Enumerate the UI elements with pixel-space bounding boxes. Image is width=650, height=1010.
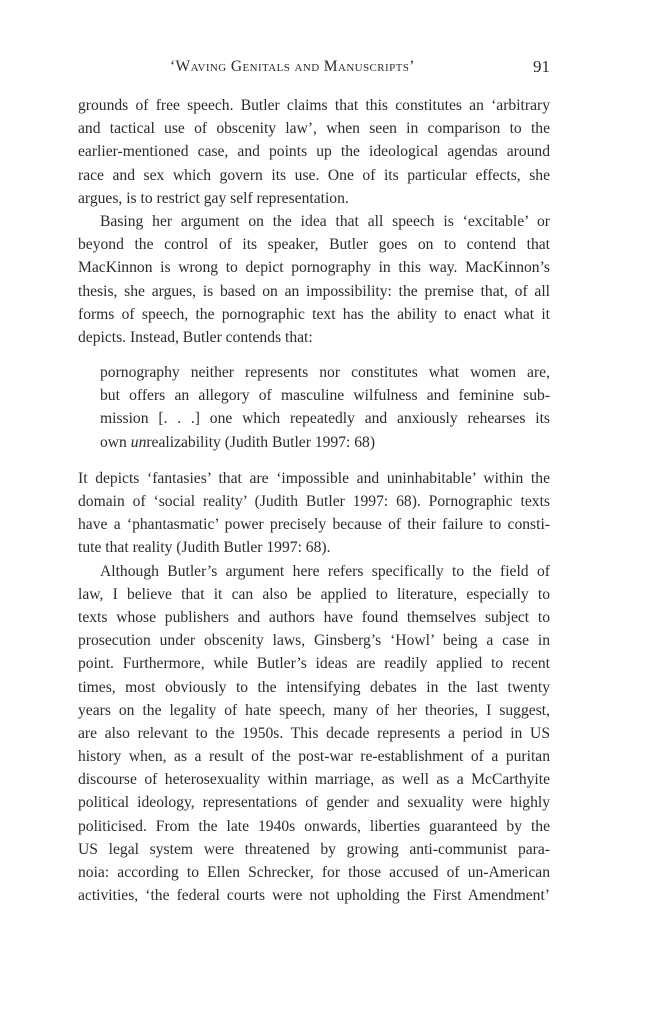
text-line: beyond the control of its speaker, Butler goes on to contend that — [78, 236, 550, 254]
text-line: activities, ‘the federal courts were not upholding the First Amendment’ — [78, 887, 550, 905]
text-line: years on the legality of hate speech, many of her theories, I suggest, — [78, 701, 550, 719]
text-line: earlier-mentioned case, and points up the ideological agendas around — [78, 143, 550, 161]
text-line: forms of speech, the pornographic text has the ability to enact what it — [78, 305, 550, 323]
text-line: It depicts ‘fantasies’ that are ‘impossible and uninhabitable’ within the — [78, 469, 550, 487]
text-line: grounds of free speech. Butler claims that this constitutes an ‘arbitrary — [78, 97, 550, 114]
paragraph-4 — [78, 560, 550, 908]
quote-line: but offers an allegory of masculine wilfulness and feminine sub- — [100, 387, 550, 405]
text-line: prosecution under obscenity laws, Ginsberg’s ‘Howl’ being a case in — [78, 632, 550, 650]
page-number: 91 — [533, 57, 550, 76]
text-line: MacKinnon is wrong to depict pornography in this way. MacKinnon’s — [78, 259, 550, 277]
quote-line: pornography neither represents nor constitutes what women are, — [100, 364, 550, 382]
paragraph-3 — [78, 467, 550, 560]
text-line: argues, is to restrict gay self representation. — [78, 189, 349, 207]
paragraph-1 — [78, 94, 550, 210]
text-line: texts whose publishers and authors have found themselves subject to — [78, 608, 550, 626]
text-line: depicts. Instead, Butler contends that: — [78, 328, 313, 346]
text-line: have a ‘phantasmatic’ power precisely because of their failure to consti- — [78, 516, 550, 534]
text-line: race and sex which govern its use. One of its particular effects, she — [78, 166, 550, 184]
quote-line: mission [. . .] one which repeatedly and anxiously rehearses its — [100, 410, 550, 428]
running-head — [78, 58, 550, 88]
text-line: politicised. From the late 1940s onwards, liberties guaranteed by the — [78, 817, 550, 835]
text-line: times, most obviously to the intensifying debates in the last twenty — [78, 678, 550, 696]
quote-text: realizability (Judith Butler 1997: 68) — [146, 433, 376, 451]
text-line: noia: according to Ellen Schrecker, for those accused of un-American — [78, 864, 550, 881]
paragraph-2 — [78, 210, 550, 349]
text-line: history when, as a result of the post-war re-establishment of a puritan — [78, 748, 550, 766]
italic-emphasis: un — [130, 433, 147, 451]
running-title: ‘Waving Genitals and Manuscripts’ — [170, 58, 415, 75]
text-line: Basing her argument on the idea that all speech is ‘excitable’ or — [100, 212, 550, 230]
text-line: tute that reality (Judith Butler 1997: 68). — [78, 539, 331, 557]
block-quote — [100, 361, 550, 454]
quote-text: own — [100, 433, 131, 451]
text-line: law, I believe that it can also be applied to literature, especially to — [78, 585, 550, 603]
text-line: point. Furthermore, while Butler’s ideas are readily applied to recent — [78, 655, 550, 673]
quote-line — [100, 431, 550, 454]
text-line: US legal system were threatened by growing anti-communist para- — [78, 840, 550, 858]
text-line: political ideology, representations of gender and sexuality were highly — [78, 794, 550, 812]
text-line: Although Butler’s argument here refers specifically to the field of — [100, 562, 550, 580]
text-line: thesis, she argues, is based on an impossibility: the premise that, of all — [78, 282, 550, 300]
text-line: domain of ‘social reality’ (Judith Butler 1997: 68). Pornographic texts — [78, 493, 550, 510]
text-line: discourse of heterosexuality within marriage, as well as a McCarthyite — [78, 771, 550, 789]
book-page — [78, 58, 550, 907]
text-line: are also relevant to the 1950s. This decade represents a period in US — [78, 724, 550, 742]
text-line: and tactical use of obscenity law’, when seen in comparison to the — [78, 120, 550, 138]
